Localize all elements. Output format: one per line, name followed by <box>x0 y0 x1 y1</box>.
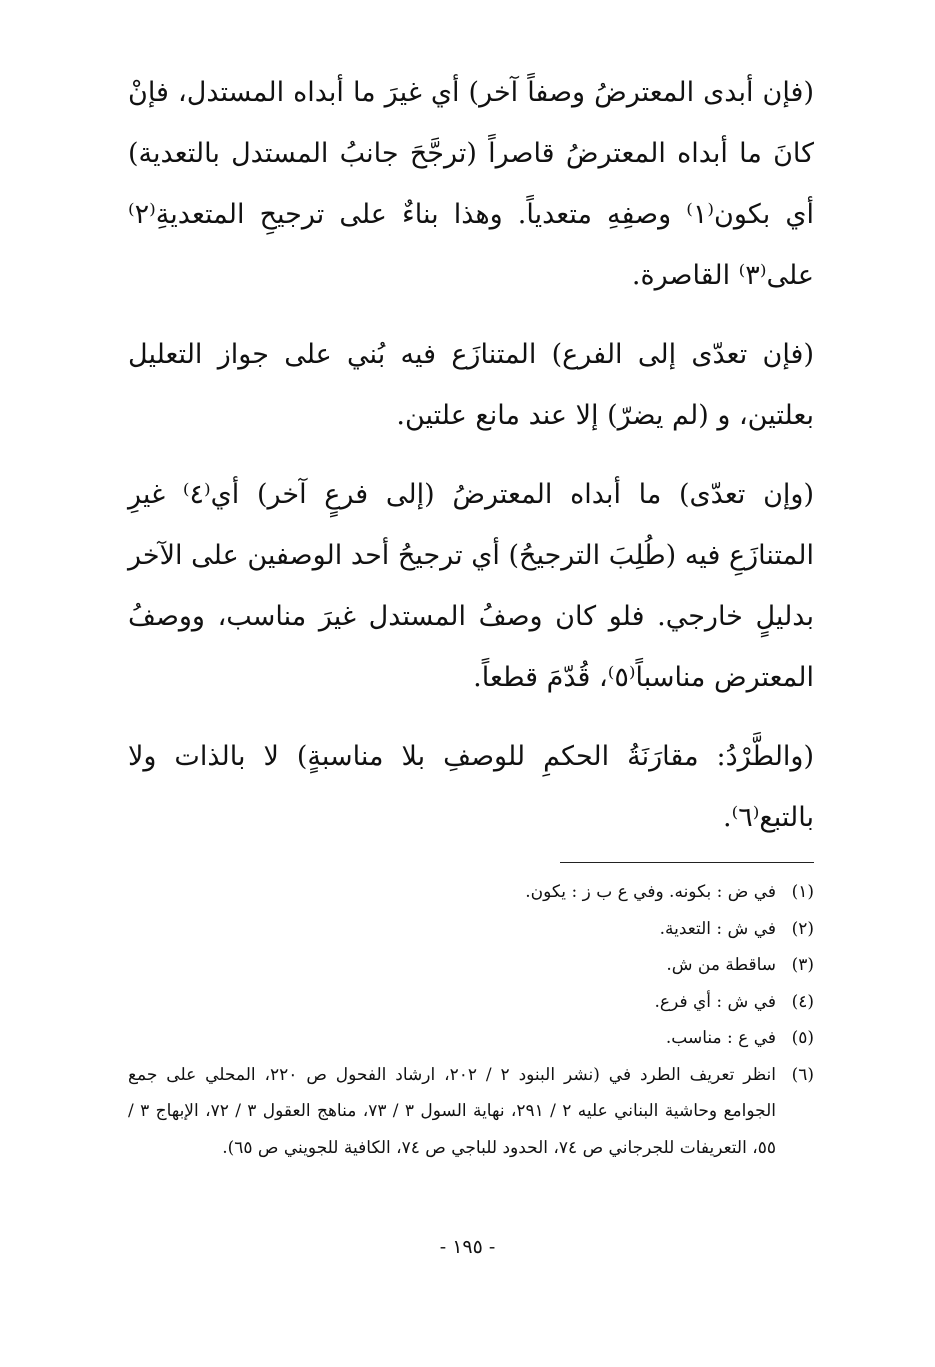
footnote-number: (٦) <box>791 1064 814 1085</box>
footnote-text: ساقطة من ش. <box>666 955 776 975</box>
footnote-text: انظر تعريف الطرد في (نشر البنود ٢ / ٢٠٢، ارشاد الفحول ص ٢٢٠، المحلي على جمع الجوامع وحاشية البناني عليه ٢ / ٢٩١، نهاية السول ٣ / ٧٣، مناهج العقول ٣ / ٧٢، الإبهاج ٣ / ٥٥، التعريفات للجرجاني ص ٧٤، الحدود للباجي ص ٧٤، الكافية للجويني ص ٦٥). <box>128 1064 777 1158</box>
footnote <box>128 874 814 911</box>
paragraph: (فإن تعدّى إلى الفرع) المتنازَع فيه بُني على جواز التعليل بعلتين، و (لم يضرّ) إلا عند مانع علتين. <box>128 339 814 431</box>
paragraph: (فإن أبدى المعترضُ وصفاً آخر) أي غيرَ ما أبداه المستدل، فإنْ كانَ ما أبداه المعترضُ قاصراً (ترجَّحَ جانبُ المستدل بالتعدية) أي بكون⁽١⁾ وصفِهِ متعدياً. وهذا بناءٌ على ترجيحِ المتعديةِ⁽٢⁾ على⁽٣⁾ القاصرة. <box>128 77 814 291</box>
footnote-text: في ش : أي فرع. <box>654 991 776 1012</box>
main-text <box>128 62 814 866</box>
footnote-text: في ش : التعدية. <box>659 918 776 939</box>
footnote <box>128 1020 814 1057</box>
paragraph: (والطَّرْدُ: مقارَنَةُ الحكمِ للوصفِ بلا مناسبةٍ) لا بالذات ولا بالتبع⁽٦⁾. <box>128 741 814 833</box>
footnote-text: في ع : مناسب. <box>665 1028 776 1048</box>
footnotes <box>128 874 814 1166</box>
footnote-separator <box>560 862 814 863</box>
footnote-number: (٣) <box>791 955 814 975</box>
footnote-text: في ض : بكونه. وفي ع ب ز : يكون. <box>525 882 776 902</box>
footnote-number: (٢) <box>791 918 814 939</box>
footnote-number: (١) <box>791 882 814 902</box>
page-number: - ١٩٥ - <box>439 1236 496 1258</box>
footnote-number: (٤) <box>791 991 814 1012</box>
footnote-number: (٥) <box>791 1028 814 1048</box>
footnote <box>128 911 814 948</box>
footnote <box>128 1057 814 1167</box>
paragraph: (وإن تعدّى) ما أبداه المعترضُ (إلى فرعٍ آخر) أي⁽٤⁾ غيرِ المتنازَعِ فيه (طُلِبَ الترجيحُ) أي ترجيحُ أحد الوصفين على الآخر بدليلٍ خارجي. فلو كان وصفُ المستدل غيرَ مناسب، ووصفُ المعترض مناسباً⁽٥⁾، قُدّمَ قطعاً. <box>128 479 814 693</box>
footnote <box>128 984 814 1021</box>
footnote <box>128 947 814 984</box>
